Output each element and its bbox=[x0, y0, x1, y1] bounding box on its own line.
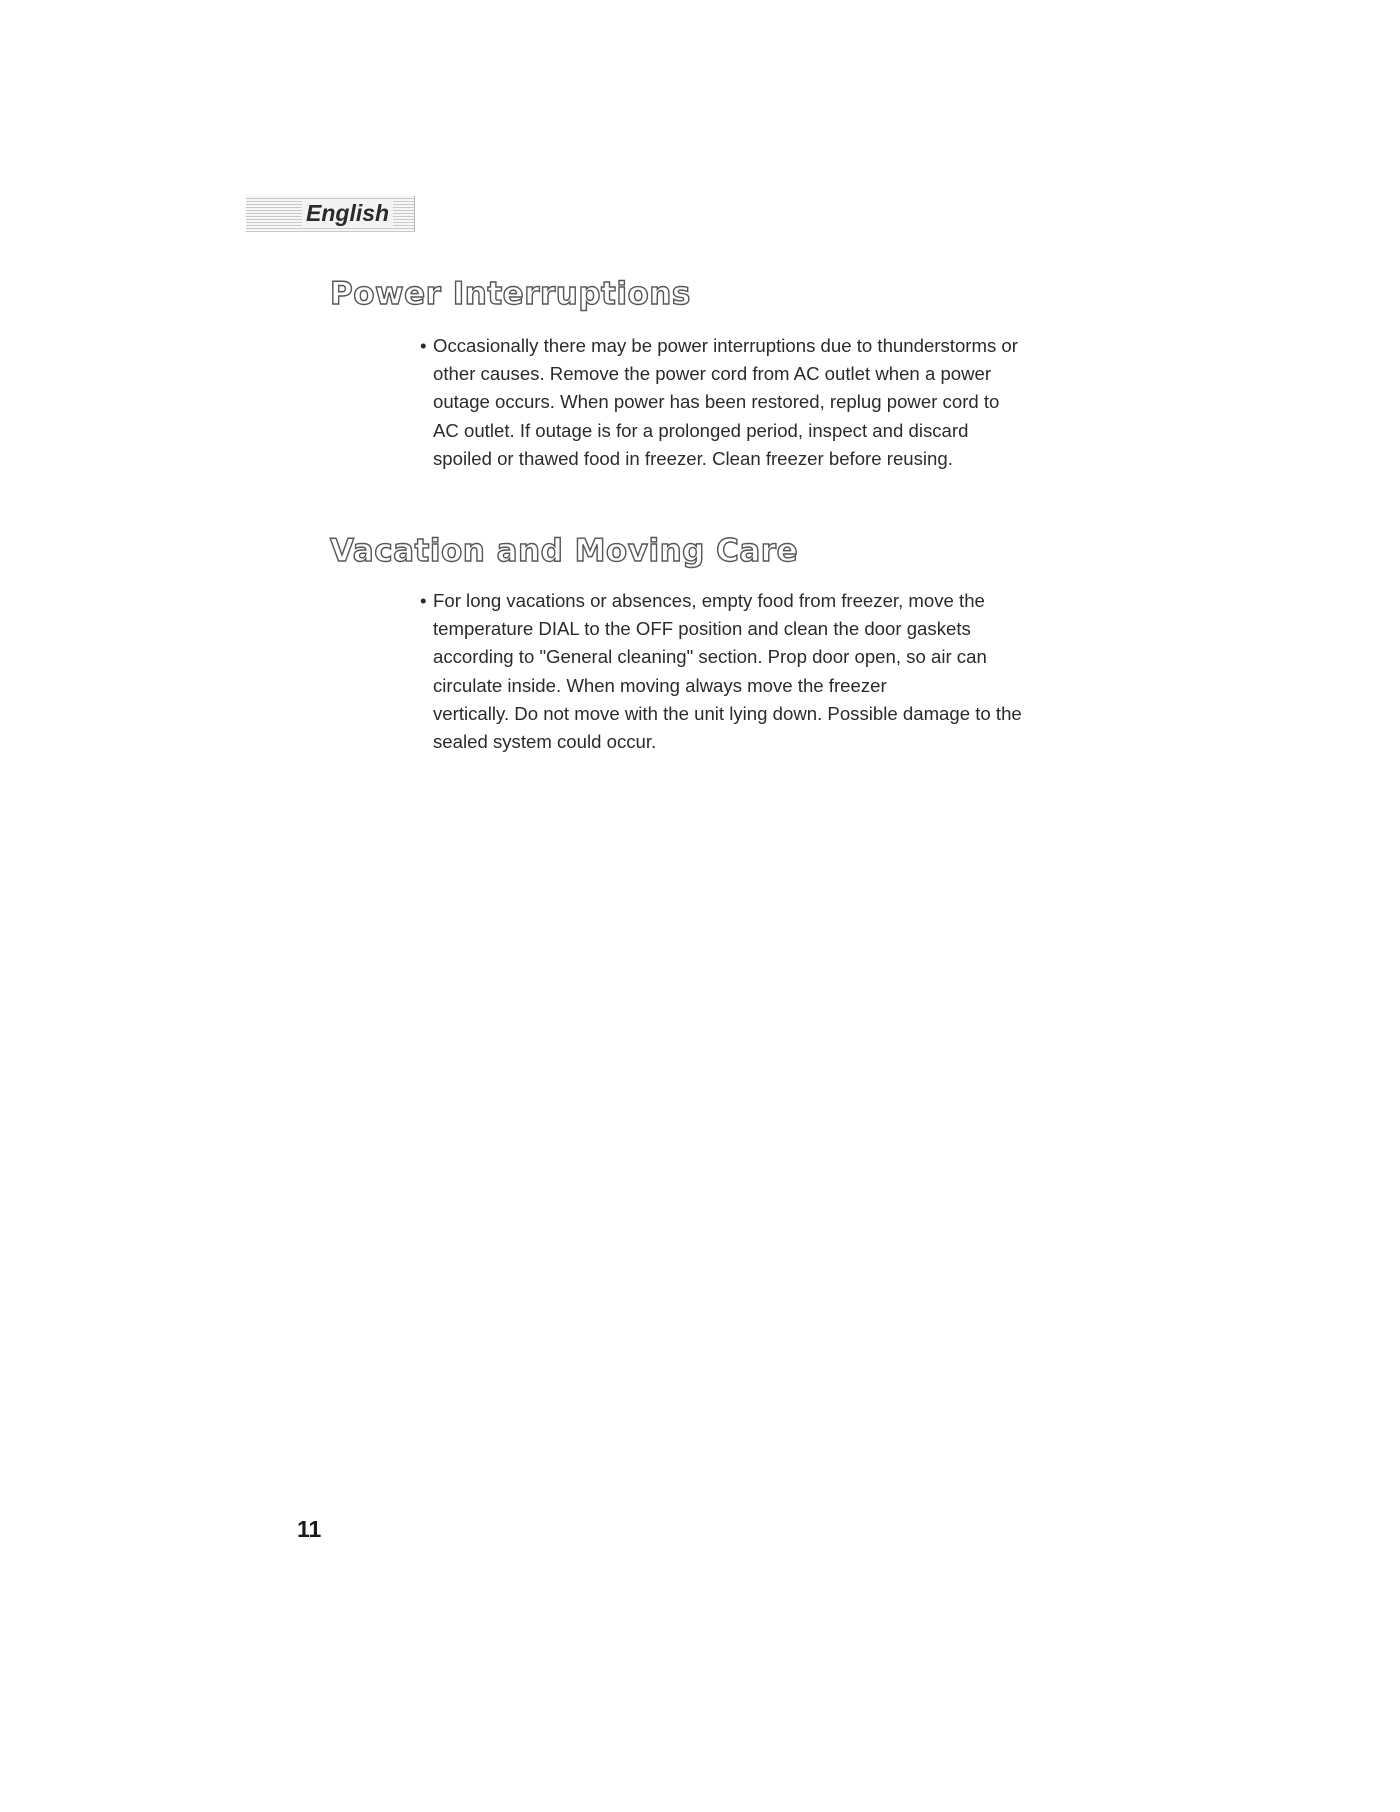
paragraph-line: For long vacations or absences, empty food from freezer, move the bbox=[433, 590, 985, 611]
bullet-dot-icon: • bbox=[420, 335, 427, 356]
page-number: 11 bbox=[297, 1516, 322, 1542]
paragraph-line: Occasionally there may be power interruptions due to thunderstorms or bbox=[433, 335, 1018, 356]
paragraph-line: temperature DIAL to the OFF position and clean the door gaskets bbox=[433, 618, 971, 640]
paragraph-line: vertically. Do not move with the unit lying down. Possible damage to the bbox=[433, 702, 1022, 724]
paragraph-line: outage occurs. When power has been restored, replug power cord to bbox=[433, 391, 1000, 413]
paragraph-line: circulate inside. When moving always move the freezer bbox=[433, 674, 887, 696]
section-heading-power-interruptions: Power Interruptions bbox=[330, 276, 691, 312]
paragraph-line: according to "General cleaning" section. Prop door open, so air can bbox=[433, 646, 987, 668]
paragraph-line: AC outlet. If outage is for a prolonged period, inspect and discard bbox=[433, 419, 969, 441]
language-tab bbox=[246, 196, 415, 232]
paragraph-line: other causes. Remove the power cord from AC outlet when a power bbox=[433, 363, 992, 385]
bullet-dot-icon: • bbox=[420, 590, 427, 611]
bullet-vacation-moving-care bbox=[420, 587, 1080, 756]
paragraph-line: sealed system could occur. bbox=[433, 731, 657, 753]
language-label: English bbox=[302, 200, 393, 227]
paragraph-line: spoiled or thawed food in freezer. Clean freezer before reusing. bbox=[433, 447, 953, 469]
section-heading-vacation-moving-care: Vacation and Moving Care bbox=[330, 533, 799, 569]
bullet-power-interruptions bbox=[420, 332, 1080, 473]
